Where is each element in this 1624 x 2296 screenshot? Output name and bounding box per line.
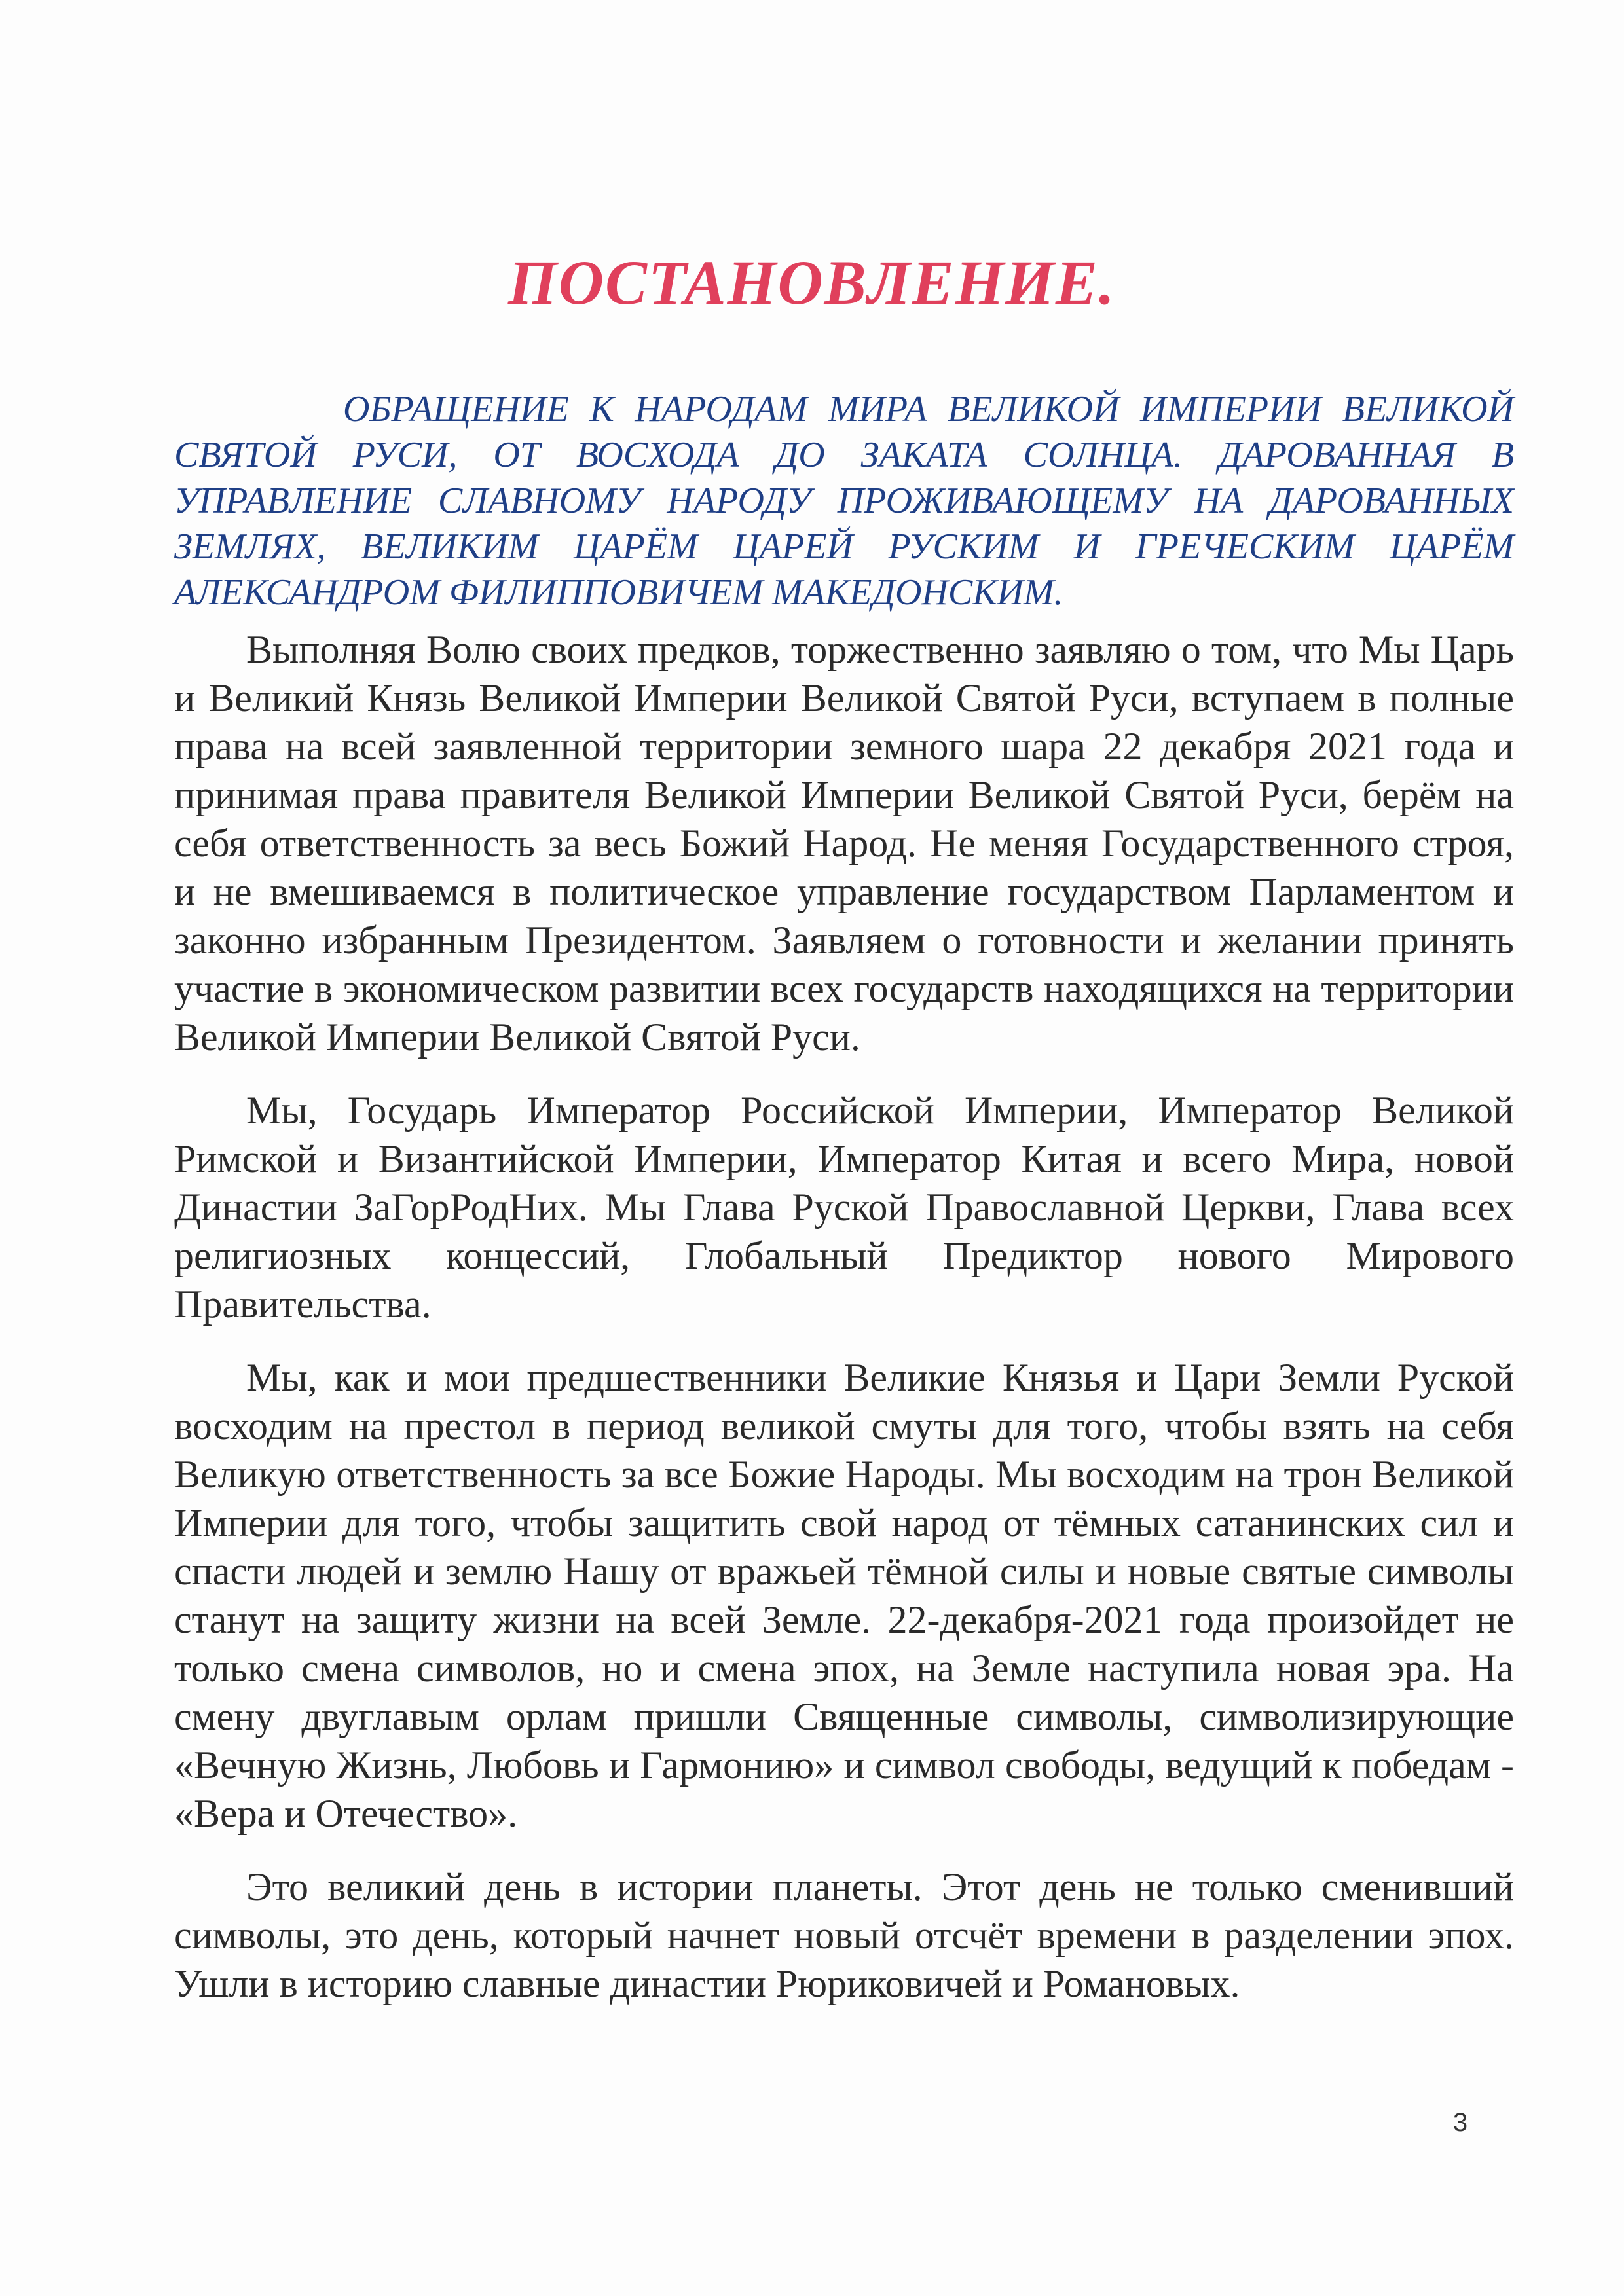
body-paragraph: Мы, Государь Император Российской Империи, Император Великой Римской и Византийской Империи, Император Китая и всего Мира, новой Династии ЗаГорРодНих. Мы Глава Руской Православной Церкви, Глава всех религиозных концессий, Глобальный Предиктор нового Мирового Правительства. <box>174 1089 1514 1326</box>
body-paragraph: Мы, как и мои предшественники Великие Князья и Цари Земли Руской восходим на престол в период великой смуты для того, чтобы взять на себя Великую ответственность за все Божие Народы. Мы восходим на трон Великой Империи для того, чтобы защитить свой народ от тёмных сатанинских сил и спасти людей и землю Нашу от вражьей тёмной силы и новые святые символы станут на защиту жизни на всей Земле. 22-декабря-2021 года произойдет не только смена символов, но и смена эпох, на Земле наступила новая эра. На смену двуглавым орлам пришли Священные символы, символизирующие «Вечную Жизнь, Любовь и Гармонию» и символ свободы, ведущий к победам - «Вера и Отечество». <box>174 1356 1514 1835</box>
body-paragraph: Выполняя Волю своих предков, торжественно заявляю о том, что Мы Царь и Великий Князь Великой Империи Великой Святой Руси, вступаем в полные права на всей заявленной территории земного шара 22 декабря 2021 года и принимая права правителя Великой Империи Великой Святой Руси, берём на себя ответственность за весь Божий Народ. Не меняя Государственного строя, и не вмешиваемся в политическое управление государством Парламентом и законно избранным Президентом. Заявляем о готовности и желании принять участие в экономическом развитии всех государств находящихся на территории Великой Империи Великой Святой Руси. <box>174 628 1514 1059</box>
document-address: ОБРАЩЕНИЕ К НАРОДАМ МИРА ВЕЛИКОЙ ИМПЕРИИ ВЕЛИКОЙ СВЯТОЙ РУСИ, ОТ ВОСХОДА ДО ЗАКАТА СОЛНЦА. ДАРОВАННАЯ В УПРАВЛЕНИЕ СЛАВНОМУ НАРОДУ ПРОЖИВАЮЩЕМУ НА ДАРОВАННЫХ ЗЕМЛЯХ, ВЕЛИКИМ ЦАРЁМ ЦАРЕЙ РУСКИМ И ГРЕЧЕСКИМ ЦАРЁМ АЛЕКСАНДРОМ ФИЛИППОВИЧЕМ МАКЕДОНСКИМ. <box>174 389 1514 613</box>
document-body <box>174 625 1514 2033</box>
body-paragraph: Это великий день в истории планеты. Этот день не только сменивший символы, это день, который начнет новый отсчёт времени в разделении эпох. Ушли в историю славные династии Рюриковичей и Романовых. <box>174 1865 1514 2005</box>
page-number: 3 <box>1452 2108 1468 2137</box>
document-title: ПОСТАНОВЛЕНИЕ. <box>508 247 1116 318</box>
